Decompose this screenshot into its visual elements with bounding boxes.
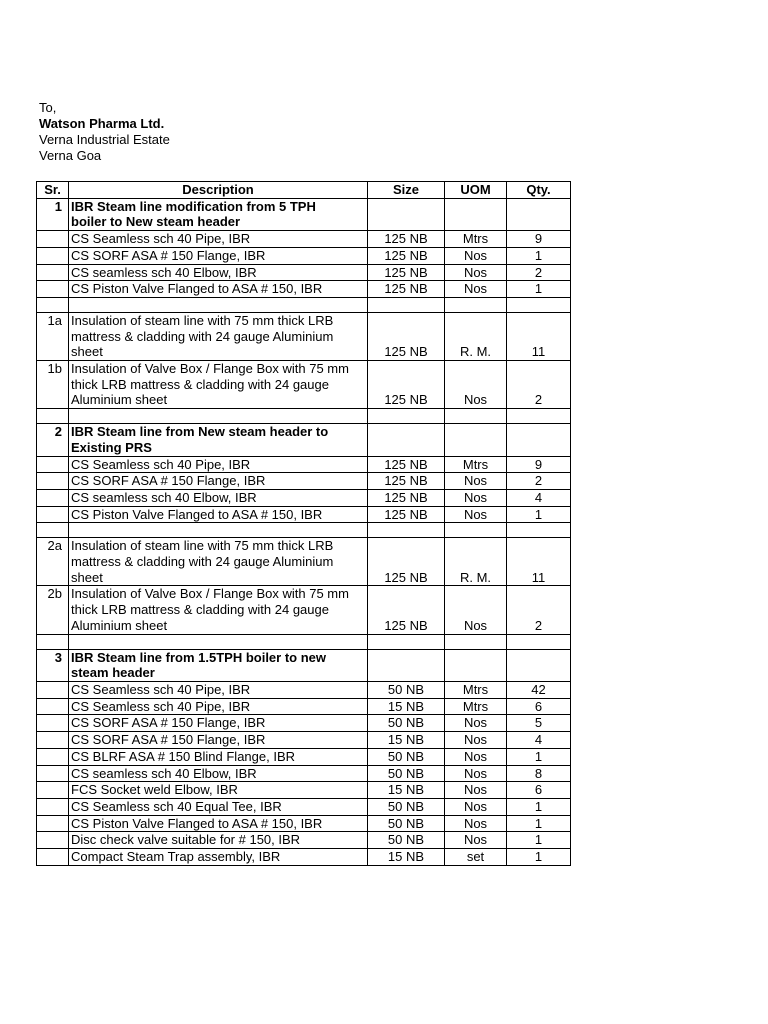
header-sr: Sr. [37,182,69,199]
spacer-row [37,297,571,312]
row-qty-cell: 1 [507,506,571,523]
address-line-1: Verna Industrial Estate [39,132,170,147]
row-uom-cell: Nos [445,732,507,749]
row-size-cell: 125 NB [368,361,445,409]
table-row [37,798,571,815]
row-size-cell: 125 NB [368,538,445,586]
table-row [37,538,571,586]
row-sr-cell [37,782,69,799]
table-row [37,849,571,866]
row-size-cell [368,649,445,681]
row-qty-cell: 1 [507,815,571,832]
row-sr-cell [37,849,69,866]
row-sr-cell: 2 [37,424,69,456]
row-qty-cell: 1 [507,748,571,765]
row-qty-cell: 5 [507,715,571,732]
row-size-cell [368,409,445,424]
row-description-cell: Insulation of Valve Box / Flange Box with 75 mm thick LRB mattress & cladding with 24 gauge Aluminium sheet [69,586,368,634]
row-uom-cell: Nos [445,798,507,815]
row-uom-cell: R. M. [445,538,507,586]
row-size-cell: 125 NB [368,231,445,248]
row-description-cell: CS Piston Valve Flanged to ASA # 150, IBR [69,815,368,832]
row-sr-cell [37,698,69,715]
row-description-cell: CS Seamless sch 40 Equal Tee, IBR [69,798,368,815]
table-row [37,247,571,264]
row-qty-cell: 2 [507,473,571,490]
row-uom-cell [445,634,507,649]
table-row [37,473,571,490]
row-uom-cell: Nos [445,765,507,782]
row-uom-cell: Nos [445,832,507,849]
row-sr-cell [37,264,69,281]
row-size-cell: 125 NB [368,281,445,298]
table-row [37,698,571,715]
row-qty-cell: 42 [507,681,571,698]
row-sr-cell [37,281,69,298]
row-description-cell: Disc check valve suitable for # 150, IBR [69,832,368,849]
row-uom-cell: Nos [445,586,507,634]
header-uom: UOM [445,182,507,199]
section-header-row [37,424,571,456]
row-size-cell: 125 NB [368,506,445,523]
row-description-cell: CS Seamless sch 40 Pipe, IBR [69,456,368,473]
row-qty-cell: 9 [507,231,571,248]
row-qty-cell [507,409,571,424]
table-row [37,281,571,298]
row-uom-cell: Nos [445,247,507,264]
table-row [37,715,571,732]
table-row [37,264,571,281]
row-description-cell: CS Piston Valve Flanged to ASA # 150, IBR [69,281,368,298]
row-size-cell [368,297,445,312]
row-description-cell: CS SORF ASA # 150 Flange, IBR [69,247,368,264]
row-sr-cell [37,297,69,312]
row-qty-cell: 9 [507,456,571,473]
row-sr-cell [37,748,69,765]
row-description-cell: CS Piston Valve Flanged to ASA # 150, IBR [69,506,368,523]
row-qty-cell: 1 [507,247,571,264]
row-sr-cell: 3 [37,649,69,681]
header-description: Description [69,182,368,199]
company-name: Watson Pharma Ltd. [39,116,165,131]
row-description-cell: CS SORF ASA # 150 Flange, IBR [69,473,368,490]
row-sr-cell [37,681,69,698]
spacer-row [37,634,571,649]
row-description-cell: IBR Steam line from 1.5TPH boiler to new steam header [69,649,368,681]
row-size-cell: 15 NB [368,782,445,799]
row-uom-cell: Nos [445,361,507,409]
spacer-row [37,409,571,424]
row-qty-cell: 6 [507,782,571,799]
section-header-row [37,649,571,681]
row-size-cell [368,523,445,538]
table-row [37,732,571,749]
row-size-cell [368,424,445,456]
row-uom-cell: Nos [445,489,507,506]
row-sr-cell [37,732,69,749]
section-header-row [37,198,571,230]
row-sr-cell [37,523,69,538]
row-size-cell: 125 NB [368,456,445,473]
row-size-cell: 15 NB [368,698,445,715]
row-sr-cell [37,715,69,732]
row-uom-cell: Mtrs [445,456,507,473]
row-description-cell [69,297,368,312]
row-size-cell: 50 NB [368,832,445,849]
row-description-cell [69,409,368,424]
table-row [37,231,571,248]
row-sr-cell [37,634,69,649]
table-row [37,765,571,782]
items-table [36,181,571,866]
row-sr-cell: 1a [37,312,69,360]
row-uom-cell [445,198,507,230]
salutation: To, [39,100,57,115]
row-qty-cell: 1 [507,832,571,849]
row-sr-cell [37,506,69,523]
row-uom-cell: Mtrs [445,698,507,715]
row-qty-cell: 1 [507,798,571,815]
header-qty: Qty. [507,182,571,199]
row-description-cell: Insulation of steam line with 75 mm thick LRB mattress & cladding with 24 gauge Aluminium sheet [69,312,368,360]
row-sr-cell [37,456,69,473]
table-row [37,506,571,523]
row-size-cell: 50 NB [368,765,445,782]
row-size-cell: 125 NB [368,312,445,360]
table-row [37,748,571,765]
row-uom-cell [445,409,507,424]
row-description-cell: CS Seamless sch 40 Pipe, IBR [69,698,368,715]
row-description-cell: CS SORF ASA # 150 Flange, IBR [69,715,368,732]
row-qty-cell [507,634,571,649]
table-body [37,198,571,865]
row-sr-cell [37,473,69,490]
row-qty-cell: 11 [507,538,571,586]
row-qty-cell: 1 [507,849,571,866]
address-line-2: Verna Goa [39,148,102,163]
row-sr-cell: 1 [37,198,69,230]
table-row [37,456,571,473]
table-row [37,586,571,634]
row-qty-cell: 11 [507,312,571,360]
address-block [39,100,170,164]
row-description-cell: IBR Steam line modification from 5 TPH boiler to New steam header [69,198,368,230]
row-qty-cell: 4 [507,489,571,506]
row-description-cell [69,523,368,538]
row-uom-cell: Nos [445,473,507,490]
row-uom-cell: Nos [445,748,507,765]
header-size: Size [368,182,445,199]
row-size-cell: 50 NB [368,798,445,815]
row-description-cell [69,634,368,649]
row-qty-cell: 8 [507,765,571,782]
row-description-cell: CS seamless sch 40 Elbow, IBR [69,489,368,506]
row-uom-cell: set [445,849,507,866]
row-qty-cell [507,523,571,538]
row-size-cell [368,198,445,230]
row-size-cell: 15 NB [368,849,445,866]
row-size-cell: 50 NB [368,748,445,765]
row-sr-cell [37,832,69,849]
row-sr-cell [37,409,69,424]
row-uom-cell [445,424,507,456]
row-qty-cell [507,198,571,230]
row-uom-cell: Nos [445,281,507,298]
table-row [37,489,571,506]
row-qty-cell: 4 [507,732,571,749]
row-sr-cell: 2b [37,586,69,634]
row-description-cell: CS seamless sch 40 Elbow, IBR [69,264,368,281]
table-row [37,361,571,409]
row-uom-cell: R. M. [445,312,507,360]
row-size-cell: 50 NB [368,681,445,698]
row-uom-cell: Mtrs [445,681,507,698]
row-sr-cell: 2a [37,538,69,586]
row-size-cell: 50 NB [368,815,445,832]
row-size-cell: 125 NB [368,264,445,281]
row-sr-cell [37,489,69,506]
row-size-cell: 125 NB [368,586,445,634]
row-description-cell: IBR Steam line from New steam header to Existing PRS [69,424,368,456]
row-qty-cell: 6 [507,698,571,715]
row-sr-cell: 1b [37,361,69,409]
row-qty-cell: 1 [507,281,571,298]
table-header-row [37,182,571,199]
row-description-cell: CS SORF ASA # 150 Flange, IBR [69,732,368,749]
row-description-cell: Compact Steam Trap assembly, IBR [69,849,368,866]
row-qty-cell: 2 [507,361,571,409]
row-qty-cell: 2 [507,264,571,281]
row-qty-cell [507,649,571,681]
row-uom-cell [445,649,507,681]
row-uom-cell: Nos [445,506,507,523]
row-size-cell: 15 NB [368,732,445,749]
row-description-cell: CS Seamless sch 40 Pipe, IBR [69,681,368,698]
row-uom-cell: Mtrs [445,231,507,248]
row-qty-cell [507,424,571,456]
row-description-cell: CS Seamless sch 40 Pipe, IBR [69,231,368,248]
row-uom-cell: Nos [445,815,507,832]
table-row [37,681,571,698]
row-size-cell: 125 NB [368,247,445,264]
row-description-cell: CS BLRF ASA # 150 Blind Flange, IBR [69,748,368,765]
row-description-cell: Insulation of Valve Box / Flange Box with 75 mm thick LRB mattress & cladding with 24 gauge Aluminium sheet [69,361,368,409]
row-description-cell: Insulation of steam line with 75 mm thick LRB mattress & cladding with 24 gauge Aluminium sheet [69,538,368,586]
row-size-cell [368,634,445,649]
row-size-cell: 125 NB [368,473,445,490]
row-description-cell: FCS Socket weld Elbow, IBR [69,782,368,799]
row-sr-cell [37,765,69,782]
row-uom-cell: Nos [445,715,507,732]
table-row [37,815,571,832]
row-sr-cell [37,815,69,832]
row-sr-cell [37,247,69,264]
row-uom-cell [445,297,507,312]
spacer-row [37,523,571,538]
table-row [37,832,571,849]
row-sr-cell [37,798,69,815]
row-uom-cell: Nos [445,264,507,281]
row-description-cell: CS seamless sch 40 Elbow, IBR [69,765,368,782]
row-uom-cell [445,523,507,538]
row-size-cell: 50 NB [368,715,445,732]
row-sr-cell [37,231,69,248]
row-uom-cell: Nos [445,782,507,799]
row-size-cell: 125 NB [368,489,445,506]
table-row [37,782,571,799]
row-qty-cell [507,297,571,312]
row-qty-cell: 2 [507,586,571,634]
table-row [37,312,571,360]
